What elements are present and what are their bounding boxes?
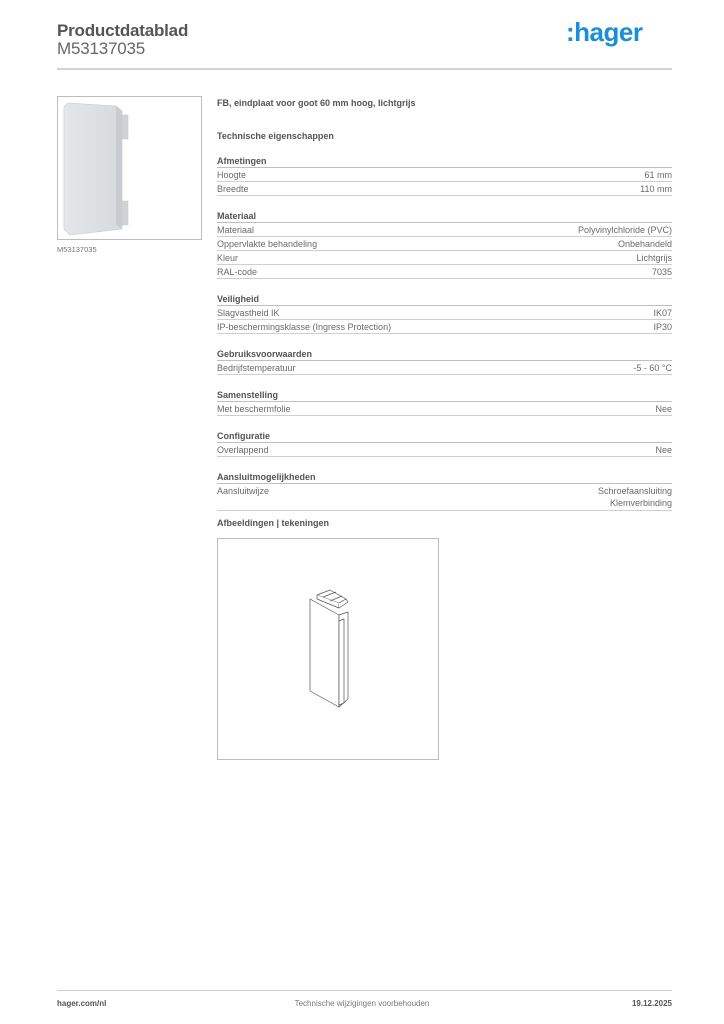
section-configuratie <box>217 430 672 457</box>
technical-properties-title: Technische eigenschappen <box>217 131 334 141</box>
spec-value: Lichtgrijs <box>636 252 672 263</box>
spec-row <box>217 484 672 511</box>
spec-row <box>217 237 672 251</box>
spec-value: Nee <box>655 444 672 455</box>
spec-label: Aansluitwijze <box>217 485 270 496</box>
section-title: Afmetingen <box>217 155 672 168</box>
section-gebruiksvoorwaarden <box>217 348 672 375</box>
section-title: Veiligheid <box>217 293 672 306</box>
spec-value: 110 mm <box>640 183 672 194</box>
spec-label: Materiaal <box>217 224 255 235</box>
spec-row <box>217 320 672 334</box>
spec-row <box>217 251 672 265</box>
images-title: Afbeeldingen | tekeningen <box>217 518 330 528</box>
spec-row <box>217 168 672 182</box>
spec-row <box>217 223 672 237</box>
spec-value: Nee <box>655 403 672 414</box>
spec-row <box>217 361 672 375</box>
section-veiligheid <box>217 293 672 334</box>
section-title: Configuratie <box>217 430 672 443</box>
spec-value: Onbehandeld <box>617 238 672 249</box>
end-plate-drawing-icon <box>218 539 438 759</box>
spec-value: 61 mm <box>644 169 672 180</box>
spec-value-line: Klemverbinding <box>609 498 672 508</box>
spec-label: Met beschermfolie <box>217 403 291 414</box>
spec-value: Polyvinylchloride (PVC) <box>577 224 672 235</box>
spec-label: IP-beschermingsklasse (Ingress Protection) <box>217 321 392 332</box>
spec-value: 7035 <box>651 266 672 277</box>
header-divider <box>57 68 672 70</box>
hager-logo: :hager <box>566 17 643 47</box>
spec-label: Overlappend <box>217 444 269 455</box>
spec-row <box>217 402 672 416</box>
spec-row <box>217 443 672 457</box>
product-description: FB, eindplaat voor goot 60 mm hoog, lichtgrijs <box>217 98 416 108</box>
section-title: Gebruiksvoorwaarden <box>217 348 672 361</box>
spec-value <box>598 485 672 510</box>
footer-divider <box>57 990 672 991</box>
end-plate-photo-icon <box>58 97 201 239</box>
spec-label: Hoogte <box>217 169 247 180</box>
section-materiaal <box>217 210 672 279</box>
section-title: Aansluitmogelijkheden <box>217 471 672 484</box>
footer-date: 19.12.2025 <box>631 999 672 1008</box>
spec-row <box>217 182 672 196</box>
product-photo <box>57 96 202 240</box>
spec-panel <box>217 97 672 511</box>
spec-label: Breedte <box>217 183 249 194</box>
spec-row <box>217 306 672 320</box>
spec-row <box>217 265 672 279</box>
spec-label: Slagvastheid IK <box>217 307 280 318</box>
technical-drawing <box>217 538 439 760</box>
section-samenstelling <box>217 389 672 416</box>
photo-caption: M53137035 <box>57 245 97 254</box>
spec-label: Kleur <box>217 252 239 263</box>
spec-value-line: Schroefaansluiting <box>597 485 672 496</box>
spec-label: Bedrijfstemperatuur <box>217 362 296 373</box>
section-afmetingen <box>217 155 672 196</box>
spec-value: IP30 <box>653 321 672 332</box>
section-aansluitmogelijkheden <box>217 471 672 511</box>
spec-label: RAL-code <box>217 266 258 277</box>
spec-value: IK07 <box>653 307 672 318</box>
spec-label: Oppervlakte behandeling <box>217 238 318 249</box>
product-code: M53137035 <box>57 39 145 58</box>
spec-value: -5 - 60 °C <box>633 362 672 373</box>
section-title: Materiaal <box>217 210 672 223</box>
section-title: Samenstelling <box>217 389 672 402</box>
document-title: Productdatablad <box>57 21 189 40</box>
footer-website: hager.com/nl <box>57 999 107 1008</box>
footer-disclaimer: Technische wijzigingen voorbehouden <box>294 999 430 1008</box>
